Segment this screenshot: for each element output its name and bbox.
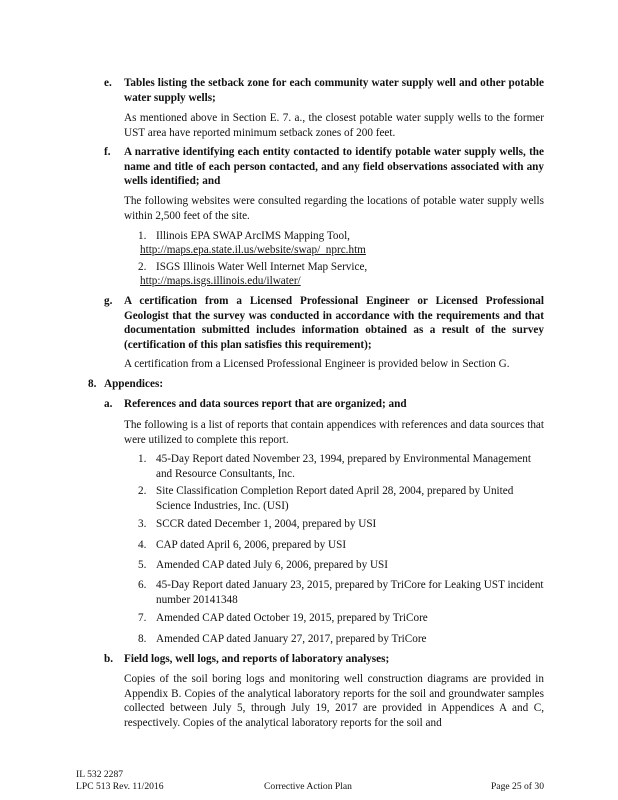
section-g-text: A certification from a Licensed Professional Engineer is provided below in Section G. [124, 358, 510, 370]
footer-form-id: IL 532 2287 [76, 769, 124, 780]
section-e-text: As mentioned above in Section E. 7. a., the closest potable water supply wells to the former UST area have reported minimum setback zones of 200 feet. [124, 112, 544, 139]
list-item-text: Site Classification Completion Report dated April 28, 2004, prepared by United Science Industries, Inc. (USI) [156, 485, 514, 512]
list-item-text: CAP dated April 6, 2006, prepared by USI [156, 539, 347, 551]
isgs-water-well-link[interactable]: http://maps.isgs.illinois.edu/ilwater/ [140, 275, 301, 287]
footer-title: Corrective Action Plan [264, 781, 352, 792]
section-f-heading: A narrative identifying each entity contacted to identify potable water supply wells, the name and title of each person contacted, and any field observations associated with any wells identified; and [124, 146, 544, 187]
list-item [124, 632, 544, 647]
list-item [124, 558, 544, 573]
section-a-text: The following is a list of reports that contain appendices with references and data sources that were utilized to complete this report. [124, 419, 544, 446]
section-g-heading: A certification from a Licensed Professional Engineer or Licensed Professional Geologist that the survey was conducted in accordance with the requirements and that documentation submitted includes information obtained as a result of the survey (certification of this plan satisfies this requirement); [124, 295, 544, 351]
section-b-text: Copies of the soil boring logs and monitoring well construction diagrams are provided in Appendix B. Copies of the analytical laboratory reports for the soil and groundwater samples collected between July 5, through July 19, 2017 are provided in Appendices A and C, respectively. Copies of the analytical laboratory reports for the soil and [124, 673, 544, 729]
list-item-text: Illinois EPA SWAP ArcIMS Mapping Tool, [156, 230, 350, 242]
section-f-marker: f. [104, 146, 111, 158]
list-item-number: 7. [138, 612, 147, 624]
list-item-text: 45-Day Report dated January 23, 2015, prepared by TriCore for Leaking UST incident number 20141348 [156, 579, 544, 606]
section-8-marker: 8. [88, 378, 97, 390]
list-item [124, 484, 544, 513]
list-item-text: 45-Day Report dated November 23, 1994, prepared by Environmental Management and Resource Consultants, Inc. [156, 453, 531, 480]
list-item [124, 538, 544, 553]
section-g-marker: g. [104, 295, 113, 307]
section-a-marker: a. [104, 398, 113, 410]
list-item-number: 1. [138, 230, 147, 242]
list-item [124, 517, 544, 532]
footer-page-number: Page 25 of 30 [490, 781, 544, 792]
section-b-heading: Field logs, well logs, and reports of laboratory analyses; [124, 653, 390, 665]
section-e-marker: e. [104, 77, 112, 89]
section-a-heading: References and data sources report that are organized; and [124, 398, 407, 410]
section-8-heading: Appendices: [104, 378, 164, 390]
list-item [124, 611, 544, 626]
list-item [124, 452, 544, 481]
list-item-number: 6. [138, 579, 147, 591]
list-item-number: 2. [138, 261, 147, 273]
list-item-number: 5. [138, 559, 147, 571]
list-item-text: Amended CAP dated October 19, 2015, prepared by TriCore [156, 612, 428, 624]
list-item-number: 3. [138, 518, 147, 530]
list-item-text: Amended CAP dated January 27, 2017, prepared by TriCore [156, 633, 427, 645]
section-f-text: The following websites were consulted regarding the locations of potable water supply wells within 2,500 feet of the site. [124, 195, 544, 222]
list-item-number: 8. [138, 633, 147, 645]
section-e-heading: Tables listing the setback zone for each community water supply well and other potable water supply wells; [124, 77, 544, 104]
section-b-marker: b. [104, 653, 114, 665]
swap-mapping-tool-link[interactable]: http://maps.epa.state.il.us/website/swap/_nprc.htm [140, 244, 366, 256]
list-item-text: Amended CAP dated July 6, 2006, prepared by USI [156, 559, 388, 571]
footer-form-revision: LPC 513 Rev. 11/2016 [76, 781, 164, 792]
list-item [124, 578, 544, 607]
list-item-text: SCCR dated December 1, 2004, prepared by USI [156, 518, 377, 530]
list-item [124, 229, 544, 258]
list-item-number: 2. [138, 485, 147, 497]
list-item-text: ISGS Illinois Water Well Internet Map Service, [156, 261, 368, 273]
list-item-number: 1. [138, 453, 147, 465]
list-item-number: 4. [138, 539, 147, 551]
list-item [124, 260, 544, 289]
